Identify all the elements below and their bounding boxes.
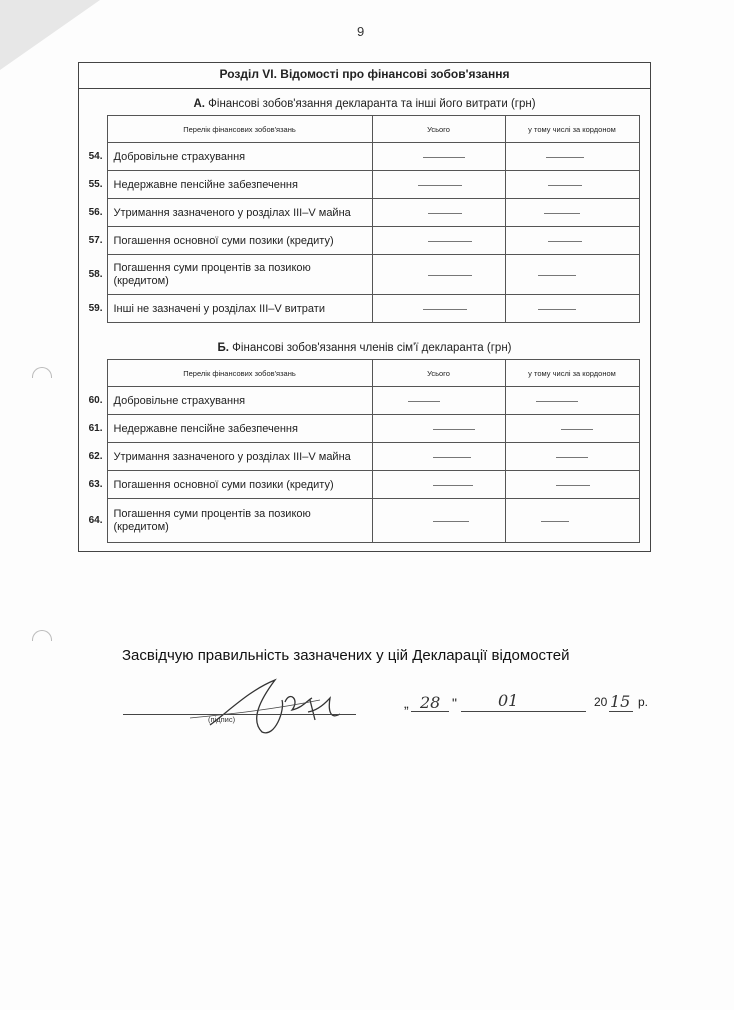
date-quote-close: " — [452, 695, 457, 711]
year-suffix: 15 — [610, 692, 631, 711]
certification-statement: Засвідчую правильність зазначених у цій Декларації відомостей — [122, 647, 570, 664]
row-number: 64. — [88, 515, 103, 526]
row-number: 61. — [88, 423, 103, 434]
dash-mark — [433, 521, 469, 522]
row-label: Недержавне пенсійне забезпечення — [107, 171, 372, 199]
table-header-row — [81, 116, 639, 143]
title-divider — [79, 88, 650, 89]
row-label: Утримання зазначеного у розділах III–V майна — [107, 199, 372, 227]
table-row — [81, 443, 639, 471]
table-row — [81, 471, 639, 499]
part-a-title — [79, 98, 650, 110]
total-cell — [372, 387, 505, 415]
dash-mark — [423, 157, 465, 158]
total-cell — [372, 199, 505, 227]
row-label: Інші не зазначені у розділах III–V витрати — [107, 295, 372, 323]
header-total: Усього — [372, 116, 505, 143]
total-cell — [372, 171, 505, 199]
abroad-cell — [505, 143, 639, 171]
row-label: Недержавне пенсійне забезпечення — [107, 415, 372, 443]
row-label: Погашення суми процентів за позикою (кредитом) — [107, 255, 372, 295]
signature-caption: (підпис) — [208, 715, 236, 724]
total-cell — [372, 295, 505, 323]
header-list: Перелік фінансових зобов'язань — [107, 360, 372, 387]
abroad-cell — [505, 443, 639, 471]
header-abroad: у тому числі за кордоном — [505, 360, 639, 387]
year-prefix: 20 — [594, 695, 608, 709]
table-row — [81, 295, 639, 323]
part-b-letter: Б. — [217, 342, 229, 354]
total-cell — [372, 227, 505, 255]
total-cell — [372, 443, 505, 471]
row-number: 57. — [88, 235, 103, 246]
dash-mark — [428, 213, 462, 214]
part-a-table — [81, 115, 640, 323]
part-a-title-text: Фінансові зобов'язання декларанта та інші його витрати (грн) — [208, 98, 536, 110]
header-total: Усього — [372, 360, 505, 387]
total-cell — [372, 255, 505, 295]
section-title: Розділ VI. Відомості про фінансові зобов'язання — [219, 67, 510, 81]
signature-line — [123, 714, 356, 715]
row-label: Погашення основної суми позики (кредиту) — [107, 471, 372, 499]
table-row — [81, 199, 639, 227]
dash-mark — [561, 429, 593, 430]
dash-mark — [408, 401, 440, 402]
row-label: Добровільне страхування — [107, 387, 372, 415]
part-b-table — [81, 359, 640, 543]
header-list: Перелік фінансових зобов'язань — [107, 116, 372, 143]
signature-mark — [190, 670, 360, 740]
dash-mark — [544, 213, 580, 214]
header-abroad: у тому числі за кордоном — [505, 116, 639, 143]
date-quote-open: „ — [404, 695, 409, 711]
row-label: Погашення суми процентів за позикою (кредитом) — [107, 499, 372, 543]
abroad-cell — [505, 295, 639, 323]
row-number: 58. — [88, 269, 103, 280]
row-label: Утримання зазначеного у розділах III–V майна — [107, 443, 372, 471]
dash-mark — [546, 157, 584, 158]
abroad-cell — [505, 227, 639, 255]
abroad-cell — [505, 499, 639, 543]
dash-mark — [428, 241, 472, 242]
part-a-letter: А. — [193, 98, 205, 110]
row-number: 55. — [88, 179, 103, 190]
abroad-cell — [505, 171, 639, 199]
table-row — [81, 255, 639, 295]
row-number: 62. — [88, 451, 103, 462]
dash-mark — [538, 275, 576, 276]
date-month: 01 — [498, 691, 519, 710]
table-row — [81, 387, 639, 415]
table-row — [81, 171, 639, 199]
total-cell — [372, 499, 505, 543]
dash-mark — [538, 309, 576, 310]
month-line — [461, 711, 586, 712]
dash-mark — [556, 485, 590, 486]
day-line — [411, 711, 449, 712]
dash-mark — [433, 457, 471, 458]
row-number: 56. — [88, 207, 103, 218]
table-row — [81, 143, 639, 171]
dash-mark — [548, 185, 582, 186]
table-row — [81, 227, 639, 255]
abroad-cell — [505, 199, 639, 227]
table-row — [81, 499, 639, 543]
table-row — [81, 415, 639, 443]
abroad-cell — [505, 415, 639, 443]
dash-mark — [536, 401, 578, 402]
date-day: 28 — [420, 693, 441, 712]
dash-mark — [418, 185, 462, 186]
row-number: 54. — [88, 151, 103, 162]
dash-mark — [428, 275, 472, 276]
abroad-cell — [505, 387, 639, 415]
dash-mark — [423, 309, 467, 310]
dash-mark — [433, 485, 473, 486]
total-cell — [372, 415, 505, 443]
dash-mark — [433, 429, 475, 430]
row-label: Погашення основної суми позики (кредиту) — [107, 227, 372, 255]
folded-corner — [0, 0, 100, 70]
row-number: 63. — [88, 479, 103, 490]
part-b-title-text: Фінансові зобов'язання членів сім'ї декларанта (грн) — [232, 342, 512, 354]
year-unit: р. — [638, 695, 649, 709]
row-number: 60. — [88, 395, 103, 406]
part-b-title — [79, 342, 650, 354]
total-cell — [372, 471, 505, 499]
dash-mark — [548, 241, 582, 242]
page-number: 9 — [357, 24, 365, 39]
dash-mark — [541, 521, 569, 522]
table-header-row — [81, 360, 639, 387]
abroad-cell — [505, 255, 639, 295]
section-box — [78, 62, 651, 552]
dash-mark — [556, 457, 588, 458]
abroad-cell — [505, 471, 639, 499]
year-line — [609, 711, 633, 712]
row-number: 59. — [88, 303, 103, 314]
total-cell — [372, 143, 505, 171]
row-label: Добровільне страхування — [107, 143, 372, 171]
